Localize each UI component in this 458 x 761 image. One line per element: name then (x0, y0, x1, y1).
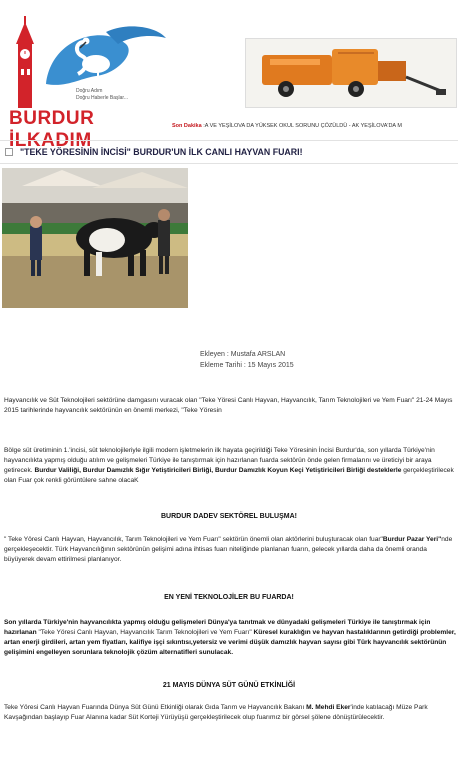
paragraph-region-text-c: gerçekleştirilecek olan Fuar çok renkli görüntülere sahne olacaK (4, 467, 454, 484)
logo-slogan (76, 88, 128, 102)
paragraph-milk-day-text-a: Teke Yöresi Canlı Hayvan Fuarında Dünya Süt Günü Etkinliği olarak Gıda Tarım ve Hayvancılık Bakanı (4, 704, 305, 711)
paragraph-technologies-text-a: Son yıllarda Türkiye'nin hayvancılıkta yapmış olduğu gelişmeleri Dünya'ya tanıtmak ve dünyadaki gelişmeleri Türkiye ile tanıştırmak için hazırlanan (4, 619, 431, 636)
heading-milk-day: 21 MAYIS DÜNYA SÜT GÜNÜ ETKİNLİĞİ (162, 682, 296, 689)
paragraph-region (4, 446, 456, 486)
paragraph-milk-day-text-c: 'inde katılacağı Müze Park Kavşağından başlayıp Fuar Alanına kadar Süt Korteji Yürüyüşü gerçekleştirilecek olup fuarımız bir görsel şölene dönüştürülecektir. (4, 704, 428, 721)
header-advertisement[interactable] (245, 38, 457, 108)
article-byline (200, 349, 294, 371)
paragraph-technologies-text-c: Küresel kuraklığın ve hayvan hastalıklarının getirdiği problemler, artan enerji girdileri, artan yem fiyatları, kalifiye işçi sıkıntısı,yetersiz ve verimi düşük damızlık hayvan sayısı gibi Türk hayvancılık sektörünün gelişimini engelleyen sorunlara teknolojik çözüm alternatifleri sunulacak. (4, 629, 456, 656)
paragraph-dadev-venue: Burdur Pazar Yeri" (382, 536, 442, 543)
title-bullet-icon (5, 148, 13, 156)
breaking-news-ticker[interactable] (172, 120, 458, 132)
author-line: Ekleyen : Mustafa ARSLAN (200, 351, 286, 358)
paragraph-dadev-text-c: nde gerçekleşecektir. Türk Hayvancılığının sektörünün gelişimi adına ihtisas fuarı niteliğinde planlanan fuarın, gelecek yıllarda daha da önemli oranda büyüyerek devam ettirilmesi planlanıyor. (4, 536, 453, 563)
paragraph-milk-day (4, 703, 456, 723)
heading-dadev: BURDUR DADEV SEKTÖREL BULUŞMA! (161, 513, 297, 520)
article-title-bar (0, 140, 458, 164)
paragraph-dadev-text-a: " Teke Yöresi Canlı Hayvan, Hayvancılık, Tarım Teknolojileri ve Yem Fuarı" sektörün önemli olan aktörlerini buluşturacak olan fuar" (4, 536, 383, 543)
site-logo[interactable] (6, 14, 172, 151)
paragraph-region-supporters: Burdur Valiliği, Burdur Damızlık Sığır Yetiştiricileri Birliği, Burdur Damızlık Koyun Keçi Yetiştiricileri Birliği desteklerle (34, 467, 402, 474)
hay-baler-image (246, 39, 456, 107)
paragraph-region-text-a: Bölge süt üretiminin 1.'incisi, süt teknolojileriyle ilgili modern işletmelerin ilk hayata geçirildiği Teke Yöresinin İncisi Burdur'da, son yıllarda Türkiye'nin hayvancılıkta yapmış olduğu atılım ve gelişmeleri Türkiye ile tanıştırmak için hazırlanan fuarda sektörün önde gelen firmalarını ve üreticiyi bir araya getirecek. (4, 447, 435, 474)
paragraph-intro (4, 396, 456, 416)
cattle-photo (2, 168, 188, 308)
date-line: Ekleme Tarihi : 15 Mayıs 2015 (200, 362, 294, 369)
paragraph-technologies-fair-name: "Teke Yöresi Canlı Hayvan, Hayvancılık Tarım Teknolojileri ve Yem Fuarı" (38, 629, 252, 636)
paragraph-milk-day-minister: M. Mehdi Eker (306, 704, 351, 711)
logo-text: BURDUR İLKADIM (9, 108, 95, 151)
article-title: "TEKE YÖRESİNİN İNCİSİ" BURDUR'UN İLK CANLI HAYVAN FUARI! (20, 147, 303, 157)
paragraph-intro-text: Hayvancılık ve Süt Teknolojileri sektörüne damgasını vuracak olan "Teke Yöresi Canlı Hayvan, Hayvancılık, Tarım Teknolojileri ve Yem Fuarı" 21-24 Mayıs 2015 tarihlerinde hayvancılık sektörünün en önemli merkezi, "Teke Yöresin (4, 397, 453, 414)
logo-graphic (6, 14, 172, 118)
ticker-text[interactable]: :A VE YEŞİLOVA DA YÜKSEK OKUL SORUNU ÇÖZÜLDÜ - AK YEŞİLOVA'DA M (203, 123, 402, 129)
ticker-label: Son Dakika (172, 123, 202, 129)
paragraph-technologies (4, 618, 456, 658)
heading-technologies: EN YENİ TEKNOLOJİLER BU FUARDA! (164, 594, 294, 601)
article-photo[interactable] (2, 168, 188, 308)
slogan-line-2: Doğru Haberle Başlar... (76, 95, 128, 101)
slogan-line-1: Doğru Adım (76, 88, 103, 94)
paragraph-dadev (4, 535, 456, 565)
